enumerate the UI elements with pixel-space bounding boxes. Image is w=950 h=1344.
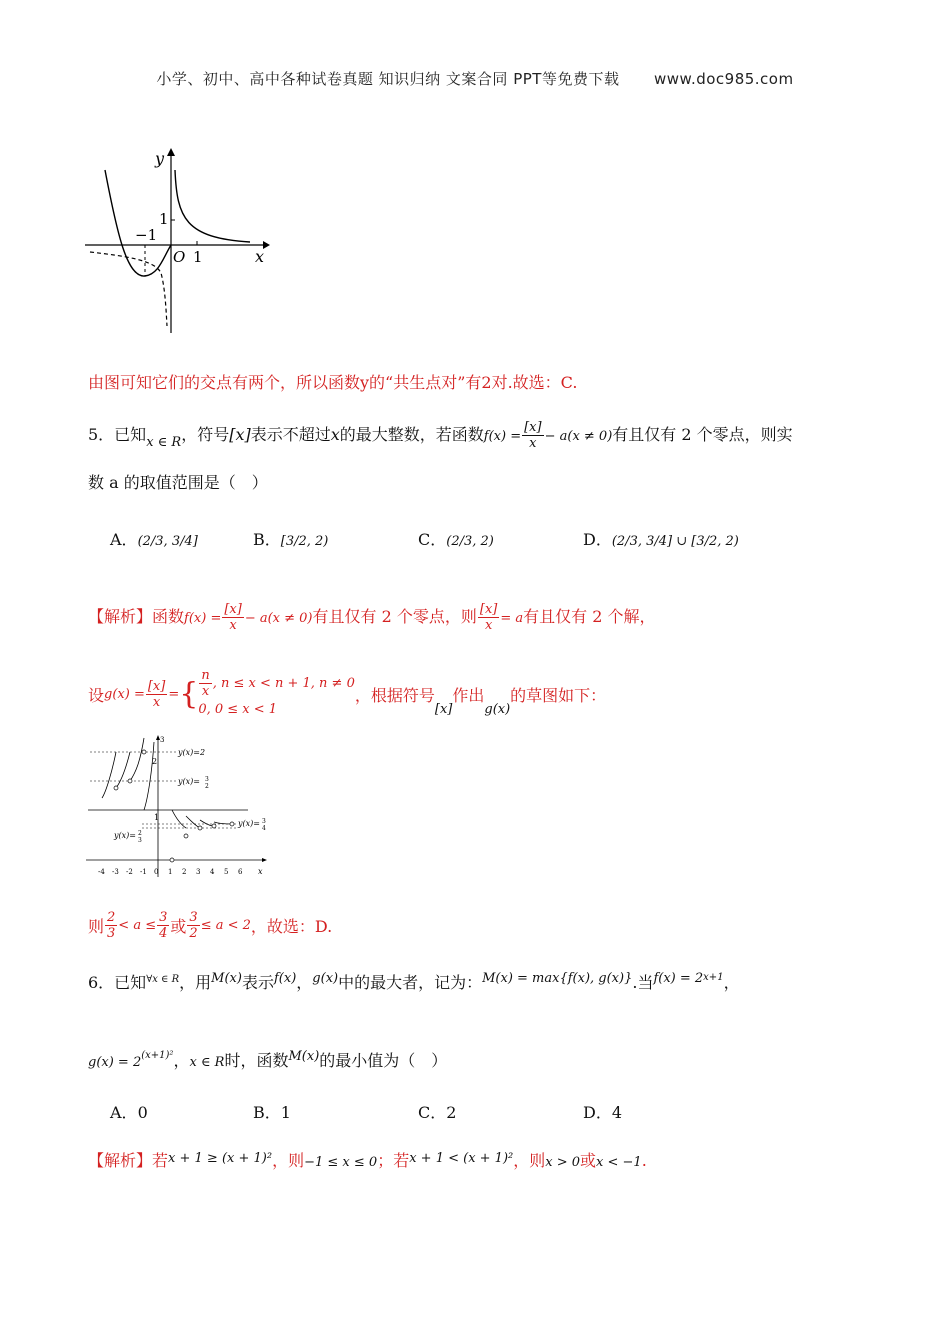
q6-fexp: x+1 <box>703 972 724 983</box>
q5-frac-den: x <box>529 436 537 451</box>
fig2-two: 2 <box>152 757 158 766</box>
sol5-frac-den: x <box>229 618 237 633</box>
x-tick-label: 2 <box>182 868 187 876</box>
case1-condition: , n ≤ x < n + 1, n ≠ 0 <box>212 676 355 691</box>
sol5-text-2: 有且仅有 2 个零点，则 <box>312 607 477 626</box>
sol5-line2: 设g(x) = $\frac{[x]}{x}$ ={ $\frac{n}{x}$ , n ≤ x < n + 1, n ≠ 0 0, 0 ≤ x < 1 ，根据符号$_{[x]}$作出$_{g(x)}$的草图如下： <box>88 668 606 721</box>
open-point <box>170 858 174 862</box>
sol6-c1: x + 1 ≥ (x + 1)² <box>168 1151 273 1166</box>
open-point <box>198 826 202 830</box>
q6-option-c[interactable] <box>418 1100 456 1123</box>
sol5-text-6: 的草图如下： <box>510 686 607 705</box>
option-label: D． <box>583 530 612 549</box>
sol6-or: 或 <box>580 1151 597 1170</box>
fig2-frac32-d: 2 <box>205 783 209 790</box>
branch-neg3 <box>116 752 130 788</box>
q6-Mx2: M(x) <box>288 1049 320 1064</box>
sol6-text-3: ；若 <box>377 1151 410 1170</box>
sol6-r2: x > 0 <box>545 1155 581 1170</box>
header-url[interactable]: www.doc985.com <box>654 70 794 88</box>
sol6-text-4: ，则 <box>513 1151 546 1170</box>
q6-text-5: ， <box>173 1051 190 1070</box>
sol5-minus-a: − a(x ≠ 0) <box>244 611 313 626</box>
header-text: 小学、初中、高中各种试卷真题 知识归纳 文案合同 PPT等免费下载 <box>156 70 620 88</box>
frac-3-4 <box>157 910 169 941</box>
q6-option-d[interactable] <box>583 1100 622 1123</box>
sol5-fraction-2 <box>478 602 499 633</box>
sol6-r3: x < −1 <box>596 1155 642 1170</box>
sol5-ineq2: ≤ a < 2 <box>200 918 251 933</box>
q6-forall: ∀x ∈ R <box>146 974 180 985</box>
fig2-frac34-d: 4 <box>262 825 266 832</box>
sol5-func: f(x) = <box>184 611 222 626</box>
sol5-then: 则 <box>88 917 105 936</box>
option-value: 1 <box>280 1103 291 1122</box>
x-tick-label: 3 <box>196 868 201 876</box>
sol5-frac2-den: x <box>484 618 493 633</box>
x-tick-label: -4 <box>98 868 105 876</box>
fig2-frac23-n: 2 <box>138 830 142 837</box>
branch-pos4 <box>214 822 232 824</box>
sol5-eq-a: = a <box>500 611 524 626</box>
q5-text-3: 的最大整数，若函数 <box>339 425 484 444</box>
sol5-gx2: g(x) <box>484 702 511 717</box>
sol5-floor: [x] <box>434 702 453 717</box>
frac-den: 4 <box>159 926 168 941</box>
q6-option-b[interactable] <box>253 1100 291 1123</box>
x-tick-label: -2 <box>126 868 133 876</box>
sol6-end: . <box>641 1151 647 1170</box>
x-tick-label: 4 <box>210 868 215 876</box>
q6-comma-2: ， <box>723 973 740 992</box>
q5-floor-symbol: [x] <box>229 425 251 444</box>
q6-gexp: (x+1)² <box>141 1050 174 1061</box>
fig2-label-y32: y(x)= <box>178 777 200 786</box>
q6-option-a[interactable] <box>110 1100 148 1123</box>
q5-fraction <box>522 420 543 451</box>
q5-option-a[interactable] <box>110 527 198 550</box>
sol5-frac-num: [x] <box>224 602 242 617</box>
sol5-g-frac-den: x <box>152 695 161 710</box>
option-math: [3/2, 2) <box>280 534 329 549</box>
open-point <box>212 824 216 828</box>
fig1-one-x: 1 <box>193 248 203 266</box>
fig1-origin: O <box>173 248 186 266</box>
branch-pos1 <box>172 810 186 828</box>
fig2-frac32-n: 3 <box>205 776 209 783</box>
option-label: B． <box>253 530 281 549</box>
q6-geq: g(x) = 2 <box>88 1055 142 1070</box>
sol5-text-1: 函数 <box>152 607 185 626</box>
sol6-text-2: ，则 <box>272 1151 305 1170</box>
fig2-one: 1 <box>154 813 160 822</box>
x-axis-arrow <box>262 858 267 862</box>
sol5-tail: ，故选：D. <box>250 917 333 936</box>
q6-comma: ， <box>296 973 313 992</box>
open-point <box>142 750 146 754</box>
case2: 0, 0 ≤ x < 1 <box>198 702 278 717</box>
sol6-text-1: 若 <box>152 1151 169 1170</box>
frac-num: 2 <box>107 910 116 925</box>
fig1-one-y: 1 <box>159 210 169 228</box>
case1-fraction <box>199 668 211 699</box>
analysis-tag: 【解析】 <box>88 607 153 626</box>
sol5-frac2-num: [x] <box>479 602 498 617</box>
sol5-gx: g(x) = <box>104 687 145 702</box>
sol5-g-fraction <box>146 679 167 710</box>
q6-text-1: ，用 <box>179 973 212 992</box>
figure-intersection-graph <box>85 148 270 333</box>
option-math: (2/3, 2) <box>446 534 494 549</box>
q5-number: 5．已知 <box>88 425 147 444</box>
branch-neg2 <box>130 738 144 781</box>
frac-2-3 <box>105 910 117 941</box>
q5-stem-line1 <box>88 420 793 451</box>
option-value: 4 <box>611 1103 623 1122</box>
q5-text-4: 有且仅有 2 个零点，则实 <box>612 425 793 444</box>
q6-stem-line1 <box>88 970 740 993</box>
sol5-line1 <box>88 602 656 633</box>
q6-text-7: 的最小值为（ ） <box>319 1051 448 1070</box>
fig2-label-y2: y(x)=2 <box>178 748 206 757</box>
fig2-label-y23: y(x)= <box>114 831 136 840</box>
q6-max: M(x) = max{f(x), g(x)} <box>482 971 633 986</box>
sol5-text-5: 作出 <box>452 686 485 705</box>
q6-gx: g(x) <box>312 971 339 986</box>
x-tick-label: 5 <box>224 868 229 876</box>
branch-neg4 <box>102 752 116 798</box>
option-label: A． <box>110 1103 138 1122</box>
option-value: 0 <box>137 1103 148 1122</box>
fig2-x-label: x <box>258 867 263 876</box>
page-header <box>0 68 950 89</box>
q5-option-b[interactable] <box>253 527 328 550</box>
x-axis-arrow <box>263 241 270 249</box>
figure-g-sketch <box>86 732 272 882</box>
open-point <box>128 779 132 783</box>
sol6-line <box>88 1148 647 1171</box>
option-value: 2 <box>446 1103 457 1122</box>
option-label: C． <box>418 530 447 549</box>
frac-num: 3 <box>189 910 198 925</box>
case1-num: n <box>201 668 210 683</box>
sol5-ineq1: < a ≤ <box>118 918 157 933</box>
sol5-text-4: ，根据符号 <box>354 686 435 705</box>
q5-frac-num: [x] <box>524 420 542 435</box>
open-point <box>114 786 118 790</box>
sol5-fraction <box>222 602 243 633</box>
x-tick-label: 1 <box>168 868 173 876</box>
frac-den: 2 <box>189 926 198 941</box>
fig1-x-label: x <box>255 247 265 266</box>
q5-x-var: x <box>330 425 340 444</box>
q6-Mx: M(x) <box>211 971 242 986</box>
sol6-c2: x + 1 < (x + 1)² <box>409 1151 514 1166</box>
sol5-conclusion <box>88 910 332 941</box>
q5-option-d[interactable] <box>583 527 739 550</box>
frac-den: 3 <box>107 926 116 941</box>
sol5-text-3: 有且仅有 2 个解， <box>523 607 656 626</box>
q5-func: f(x) = <box>483 429 522 444</box>
x-tick-label: -3 <box>112 868 119 876</box>
case1-den: x <box>201 684 210 699</box>
frac-3-2 <box>187 910 199 941</box>
q5-stem-line2: 数 a 的取值范围是（ ） <box>88 473 268 492</box>
q6-text-2: 表示 <box>241 973 274 992</box>
frac-num: 3 <box>159 910 168 925</box>
q5-option-c[interactable] <box>418 527 494 550</box>
piecewise-brace: { <box>179 676 199 712</box>
q5-x-in-r: x ∈ R <box>146 435 182 450</box>
x-tick-labels <box>98 868 243 876</box>
y-axis-arrow <box>167 148 175 156</box>
fig2-label-y34: y(x)= <box>238 819 260 828</box>
q5-text-2: 表示不超过 <box>250 425 331 444</box>
option-label: C． <box>418 1103 447 1122</box>
q5-text-1: ，符号 <box>181 425 230 444</box>
q4-conclusion: 由图可知它们的交点有两个，所以函数y的“共生点对”有2对.故选：C. <box>88 373 578 392</box>
option-math: (2/3, 3/4] <box>137 534 198 549</box>
q5-minus-a: − a(x ≠ 0) <box>544 429 613 444</box>
option-math: (2/3, 3/4] ∪ [3/2, 2) <box>611 534 739 549</box>
fig2-ytop: 3 <box>160 736 165 744</box>
sol5-or: 或 <box>170 917 187 936</box>
x-tick-label: 0 <box>154 868 159 876</box>
fig1-y-label: y <box>155 149 165 168</box>
q6-stem-line2 <box>88 1048 447 1071</box>
q6-xr: x ∈ R <box>189 1055 225 1070</box>
x-tick-label: -1 <box>140 868 147 876</box>
sol6-r1: −1 ≤ x ≤ 0 <box>304 1155 378 1170</box>
option-label: A． <box>110 530 138 549</box>
q6-fx: f(x) <box>273 971 297 986</box>
curve-right <box>175 170 250 242</box>
fig2-frac23-d: 3 <box>138 837 142 844</box>
q6-number: 6．已知 <box>88 973 147 992</box>
open-point <box>230 822 234 826</box>
q6-text-6: 时，函数 <box>224 1051 289 1070</box>
piecewise-cases <box>198 668 355 721</box>
open-point <box>184 834 188 838</box>
sol5-g-frac-num: [x] <box>147 679 166 694</box>
option-label: D． <box>583 1103 612 1122</box>
q6-text-4: .当 <box>632 973 654 992</box>
branch-pos2 <box>186 816 200 828</box>
analysis-tag: 【解析】 <box>88 1151 153 1170</box>
x-tick-label: 6 <box>238 868 243 876</box>
q6-text-3: 中的最大者，记为： <box>338 973 483 992</box>
option-label: B． <box>253 1103 281 1122</box>
q6-feq: f(x) = 2 <box>653 971 704 986</box>
sol5-set: 设 <box>88 686 105 705</box>
fig2-frac34-n: 3 <box>262 818 266 825</box>
fig1-neg-one: −1 <box>135 226 158 244</box>
